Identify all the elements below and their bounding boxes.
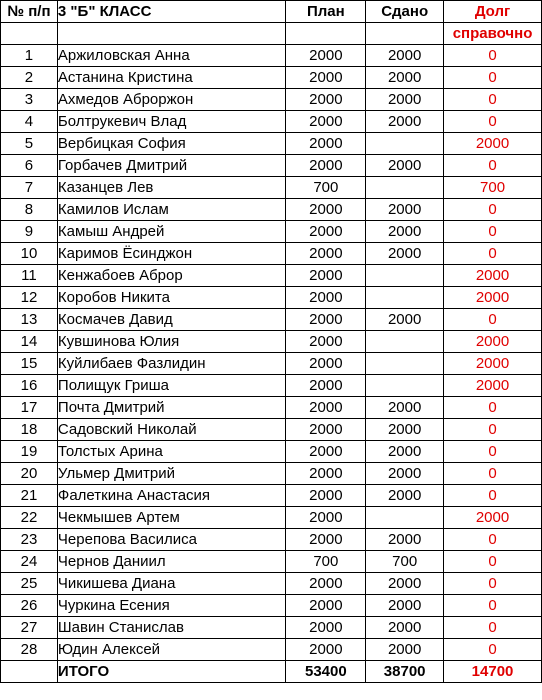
debt-cell[interactable]: 0 <box>444 397 542 419</box>
row-number-cell[interactable]: 20 <box>1 463 58 485</box>
student-name-cell[interactable]: Чуркина Есения <box>57 595 286 617</box>
row-number-cell[interactable]: 8 <box>1 199 58 221</box>
row-number-cell[interactable]: 17 <box>1 397 58 419</box>
student-name-cell[interactable]: Чикишева Диана <box>57 573 286 595</box>
debt-cell[interactable]: 0 <box>444 243 542 265</box>
done-cell[interactable]: 2000 <box>366 595 444 617</box>
student-name-cell[interactable]: Чернов Даниил <box>57 551 286 573</box>
table-row <box>1 111 542 133</box>
done-cell[interactable]: 700 <box>366 551 444 573</box>
table-row <box>1 485 542 507</box>
empty-cell[interactable] <box>1 661 58 683</box>
table-row <box>1 177 542 199</box>
row-number-cell[interactable]: 11 <box>1 265 58 287</box>
debt-cell[interactable]: 700 <box>444 177 542 199</box>
row-number-cell[interactable]: 7 <box>1 177 58 199</box>
plan-cell[interactable]: 700 <box>286 551 366 573</box>
plan-cell[interactable]: 2000 <box>286 375 366 397</box>
plan-cell[interactable]: 2000 <box>286 133 366 155</box>
table-row <box>1 45 542 67</box>
table-row <box>1 331 542 353</box>
done-cell[interactable] <box>366 331 444 353</box>
plan-cell[interactable]: 2000 <box>286 287 366 309</box>
student-name-cell[interactable]: Куйлибаев Фазлидин <box>57 353 286 375</box>
table-row <box>1 155 542 177</box>
student-name-cell[interactable]: Каримов Ёсинджон <box>57 243 286 265</box>
plan-cell[interactable]: 2000 <box>286 529 366 551</box>
table-row <box>1 617 542 639</box>
done-cell[interactable]: 2000 <box>366 639 444 661</box>
row-number-cell[interactable]: 24 <box>1 551 58 573</box>
row-number-cell[interactable]: 22 <box>1 507 58 529</box>
plan-cell[interactable]: 2000 <box>286 265 366 287</box>
student-name-cell[interactable]: Фалеткина Анастасия <box>57 485 286 507</box>
debt-cell[interactable]: 2000 <box>444 133 542 155</box>
total-done-cell[interactable]: 38700 <box>366 661 444 683</box>
debt-cell[interactable]: 0 <box>444 309 542 331</box>
student-name-cell[interactable]: Камыш Андрей <box>57 221 286 243</box>
debt-cell[interactable]: 0 <box>444 67 542 89</box>
done-cell[interactable] <box>366 265 444 287</box>
plan-cell[interactable]: 2000 <box>286 573 366 595</box>
debt-cell[interactable]: 0 <box>444 111 542 133</box>
done-cell[interactable]: 2000 <box>366 45 444 67</box>
row-number-cell[interactable]: 16 <box>1 375 58 397</box>
header-number[interactable]: № п/п <box>1 1 58 23</box>
done-cell[interactable]: 2000 <box>366 617 444 639</box>
student-name-cell[interactable]: Коробов Никита <box>57 287 286 309</box>
plan-cell[interactable]: 2000 <box>286 463 366 485</box>
total-debt-cell[interactable]: 14700 <box>444 661 542 683</box>
total-label-cell[interactable]: ИТОГО <box>57 661 286 683</box>
done-cell[interactable] <box>366 133 444 155</box>
done-cell[interactable]: 2000 <box>366 485 444 507</box>
done-cell[interactable]: 2000 <box>366 243 444 265</box>
plan-cell[interactable]: 700 <box>286 177 366 199</box>
row-number-cell[interactable]: 21 <box>1 485 58 507</box>
debt-cell[interactable]: 2000 <box>444 375 542 397</box>
header-plan[interactable]: План <box>286 1 366 23</box>
done-cell[interactable] <box>366 287 444 309</box>
plan-cell[interactable]: 2000 <box>286 617 366 639</box>
plan-cell[interactable]: 2000 <box>286 45 366 67</box>
student-name-cell[interactable]: Аржиловская Анна <box>57 45 286 67</box>
table-row <box>1 463 542 485</box>
student-name-cell[interactable]: Вербицкая София <box>57 133 286 155</box>
plan-cell[interactable]: 2000 <box>286 221 366 243</box>
table-row <box>1 595 542 617</box>
row-number-cell[interactable]: 4 <box>1 111 58 133</box>
student-name-cell[interactable]: Космачев Давид <box>57 309 286 331</box>
table-row <box>1 441 542 463</box>
plan-cell[interactable]: 2000 <box>286 155 366 177</box>
debt-cell[interactable]: 0 <box>444 155 542 177</box>
plan-cell[interactable]: 2000 <box>286 507 366 529</box>
header-debt[interactable]: Долг <box>444 1 542 23</box>
debt-cell[interactable]: 0 <box>444 419 542 441</box>
plan-cell[interactable]: 2000 <box>286 199 366 221</box>
done-cell[interactable]: 2000 <box>366 397 444 419</box>
done-cell[interactable] <box>366 177 444 199</box>
student-name-cell[interactable]: Кувшинова Юлия <box>57 331 286 353</box>
done-cell[interactable]: 2000 <box>366 221 444 243</box>
plan-cell[interactable]: 2000 <box>286 595 366 617</box>
student-name-cell[interactable]: Почта Дмитрий <box>57 397 286 419</box>
empty-cell[interactable] <box>286 23 366 45</box>
student-name-cell[interactable]: Камилов Ислам <box>57 199 286 221</box>
total-plan-cell[interactable]: 53400 <box>286 661 366 683</box>
table-row <box>1 133 542 155</box>
header-row <box>1 1 542 23</box>
row-number-cell[interactable]: 27 <box>1 617 58 639</box>
debt-cell[interactable]: 0 <box>444 639 542 661</box>
table-row <box>1 287 542 309</box>
empty-cell[interactable] <box>57 23 286 45</box>
plan-cell[interactable]: 2000 <box>286 89 366 111</box>
done-cell[interactable] <box>366 375 444 397</box>
header-row-2 <box>1 23 542 45</box>
row-number-cell[interactable]: 18 <box>1 419 58 441</box>
row-number-cell[interactable]: 6 <box>1 155 58 177</box>
done-cell[interactable]: 2000 <box>366 199 444 221</box>
row-number-cell[interactable]: 13 <box>1 309 58 331</box>
row-number-cell[interactable]: 19 <box>1 441 58 463</box>
debt-cell[interactable]: 0 <box>444 221 542 243</box>
table-row <box>1 243 542 265</box>
debt-cell[interactable]: 0 <box>444 463 542 485</box>
plan-cell[interactable]: 2000 <box>286 67 366 89</box>
done-cell[interactable]: 2000 <box>366 309 444 331</box>
debt-cell[interactable]: 0 <box>444 529 542 551</box>
row-number-cell[interactable]: 26 <box>1 595 58 617</box>
debt-cell[interactable]: 2000 <box>444 265 542 287</box>
table-body <box>1 1 542 683</box>
table-row <box>1 67 542 89</box>
table-row <box>1 375 542 397</box>
plan-cell[interactable]: 2000 <box>286 397 366 419</box>
student-name-cell[interactable]: Ульмер Дмитрий <box>57 463 286 485</box>
total-row <box>1 661 542 683</box>
done-cell[interactable]: 2000 <box>366 419 444 441</box>
empty-cell[interactable] <box>1 23 58 45</box>
row-number-cell[interactable]: 12 <box>1 287 58 309</box>
student-name-cell[interactable]: Кенжабоев Аброр <box>57 265 286 287</box>
table-row <box>1 397 542 419</box>
done-cell[interactable]: 2000 <box>366 67 444 89</box>
table-row <box>1 419 542 441</box>
student-name-cell[interactable]: Астанина Кристина <box>57 67 286 89</box>
row-number-cell[interactable]: 28 <box>1 639 58 661</box>
debt-cell[interactable]: 0 <box>444 485 542 507</box>
table-row <box>1 353 542 375</box>
student-name-cell[interactable]: Горбачев Дмитрий <box>57 155 286 177</box>
header-class[interactable]: 3 "Б" КЛАСС <box>57 1 286 23</box>
student-name-cell[interactable]: Болтрукевич Влад <box>57 111 286 133</box>
table-row <box>1 89 542 111</box>
table-row <box>1 221 542 243</box>
student-name-cell[interactable]: Ахмедов Аброржон <box>57 89 286 111</box>
debt-cell[interactable]: 2000 <box>444 287 542 309</box>
row-number-cell[interactable]: 5 <box>1 133 58 155</box>
done-cell[interactable] <box>366 353 444 375</box>
done-cell[interactable]: 2000 <box>366 573 444 595</box>
student-name-cell[interactable]: Шавин Станислав <box>57 617 286 639</box>
plan-cell[interactable]: 2000 <box>286 243 366 265</box>
student-name-cell[interactable]: Полищук Гриша <box>57 375 286 397</box>
debt-cell[interactable]: 0 <box>444 551 542 573</box>
student-name-cell[interactable]: Чекмышев Артем <box>57 507 286 529</box>
done-cell[interactable]: 2000 <box>366 111 444 133</box>
table-row <box>1 529 542 551</box>
plan-cell[interactable]: 2000 <box>286 639 366 661</box>
student-name-cell[interactable]: Черепова Василиса <box>57 529 286 551</box>
row-number-cell[interactable]: 23 <box>1 529 58 551</box>
plan-cell[interactable]: 2000 <box>286 331 366 353</box>
table-row <box>1 265 542 287</box>
debt-cell[interactable]: 0 <box>444 441 542 463</box>
table-row <box>1 199 542 221</box>
table-row <box>1 507 542 529</box>
row-number-cell[interactable]: 25 <box>1 573 58 595</box>
row-number-cell[interactable]: 1 <box>1 45 58 67</box>
student-name-cell[interactable]: Садовский Николай <box>57 419 286 441</box>
debt-cell[interactable]: 2000 <box>444 507 542 529</box>
header-debt-note[interactable]: справочно <box>444 23 542 45</box>
debt-cell[interactable]: 0 <box>444 199 542 221</box>
student-name-cell[interactable]: Казанцев Лев <box>57 177 286 199</box>
plan-cell[interactable]: 2000 <box>286 485 366 507</box>
done-cell[interactable]: 2000 <box>366 441 444 463</box>
row-number-cell[interactable]: 3 <box>1 89 58 111</box>
row-number-cell[interactable]: 10 <box>1 243 58 265</box>
table-row <box>1 639 542 661</box>
student-name-cell[interactable]: Толстых Арина <box>57 441 286 463</box>
done-cell[interactable]: 2000 <box>366 89 444 111</box>
done-cell[interactable] <box>366 507 444 529</box>
empty-cell[interactable] <box>366 23 444 45</box>
table-row <box>1 309 542 331</box>
debt-cell[interactable]: 2000 <box>444 331 542 353</box>
plan-cell[interactable]: 2000 <box>286 441 366 463</box>
row-number-cell[interactable]: 14 <box>1 331 58 353</box>
debt-cell[interactable]: 0 <box>444 617 542 639</box>
header-done[interactable]: Сдано <box>366 1 444 23</box>
plan-cell[interactable]: 2000 <box>286 111 366 133</box>
debt-cell[interactable]: 2000 <box>444 353 542 375</box>
table-row <box>1 573 542 595</box>
row-number-cell[interactable]: 2 <box>1 67 58 89</box>
row-number-cell[interactable]: 9 <box>1 221 58 243</box>
debt-cell[interactable]: 0 <box>444 45 542 67</box>
done-cell[interactable]: 2000 <box>366 155 444 177</box>
row-number-cell[interactable]: 15 <box>1 353 58 375</box>
done-cell[interactable]: 2000 <box>366 529 444 551</box>
debt-cell[interactable]: 0 <box>444 89 542 111</box>
table-row <box>1 551 542 573</box>
plan-cell[interactable]: 2000 <box>286 419 366 441</box>
done-cell[interactable]: 2000 <box>366 463 444 485</box>
debt-cell[interactable]: 0 <box>444 595 542 617</box>
debt-cell[interactable]: 0 <box>444 573 542 595</box>
student-name-cell[interactable]: Юдин Алексей <box>57 639 286 661</box>
plan-cell[interactable]: 2000 <box>286 353 366 375</box>
plan-cell[interactable]: 2000 <box>286 309 366 331</box>
